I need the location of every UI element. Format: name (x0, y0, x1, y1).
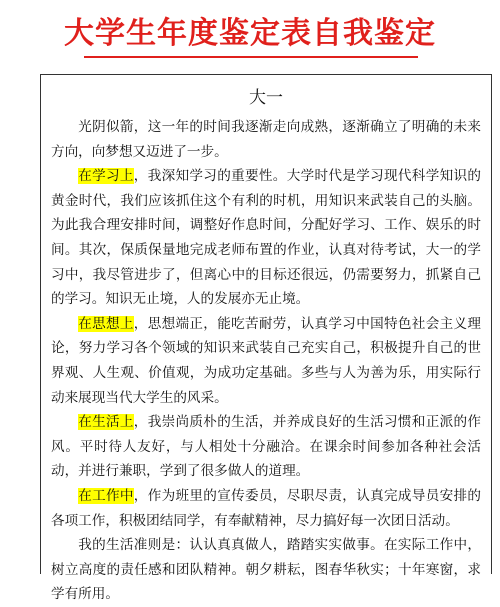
paragraph-text: ，思想端正，能吃苦耐劳，认真学习中国特色社会主义理论，努力学习各个领域的知识来武装自己充实自己，积极提升自己的世界观、人生观、价值观，为成功定基础。多些与人为善为乐，用实际行动来展现当代大学生的风采。 (51, 315, 482, 406)
section-heading: 大一 (249, 88, 283, 108)
paragraph-text: ，我深知学习的重要性。大学时代是学习现代科学知识的黄金时代，我们应该抓住这个有利的时机，用知识来武装自己的头脑。为此我合理安排时间，调整好作息时间，分配好学习、工作、娱乐的时间。其次，保质保量地完成老师布置的作业，认真对待考试，大一的学习中，我尽管进步了，但离心中的目标还很远，仍需要努力，抓紧自己的学习。知识无止境，人的发展亦无止境。 (51, 168, 482, 308)
highlight-label-life: 在生活上 (78, 414, 134, 431)
page-title: 大学生年度鉴定表自我鉴定 (64, 16, 436, 51)
highlight-label-thought: 在思想上 (78, 315, 134, 332)
title-underline (84, 56, 418, 58)
paragraph-text: ，作为班里的宣传委员，尽职尽责，认真完成导员安排的各项工作，积极团结同学，有奉献精神，尽力搞好每一次团日活动。 (51, 487, 482, 529)
paragraph-text: ，我崇尚质朴的生活，并养成良好的生活习惯和正派的作风。平时待人友好，与人相处十分融洽。在课余时间参加各种社会活动，并进行兼职，学到了很多做人的道理。 (51, 414, 482, 480)
paragraph-intro (51, 115, 481, 164)
paragraph-work (51, 484, 481, 533)
paragraph-thought (51, 312, 481, 410)
highlight-label-study: 在学习上 (78, 168, 134, 185)
highlight-label-work: 在工作中 (78, 487, 134, 504)
paragraph-life (51, 410, 481, 484)
document-box (40, 74, 492, 603)
paragraph-principle (51, 533, 481, 607)
paragraph-text: 光阴似箭，这一年的时间我逐渐走向成熟，逐渐确立了明确的未来方向，向梦想又迈进了一步。 (51, 119, 481, 160)
paragraph-study (51, 164, 481, 312)
paragraph-text: 我的生活准则是：认认真真做人，踏踏实实做事。在实际工作中，树立高度的责任感和团队精神。朝夕耕耘，图春华秋实；十年寒窗，求学有所用。 (51, 537, 481, 603)
